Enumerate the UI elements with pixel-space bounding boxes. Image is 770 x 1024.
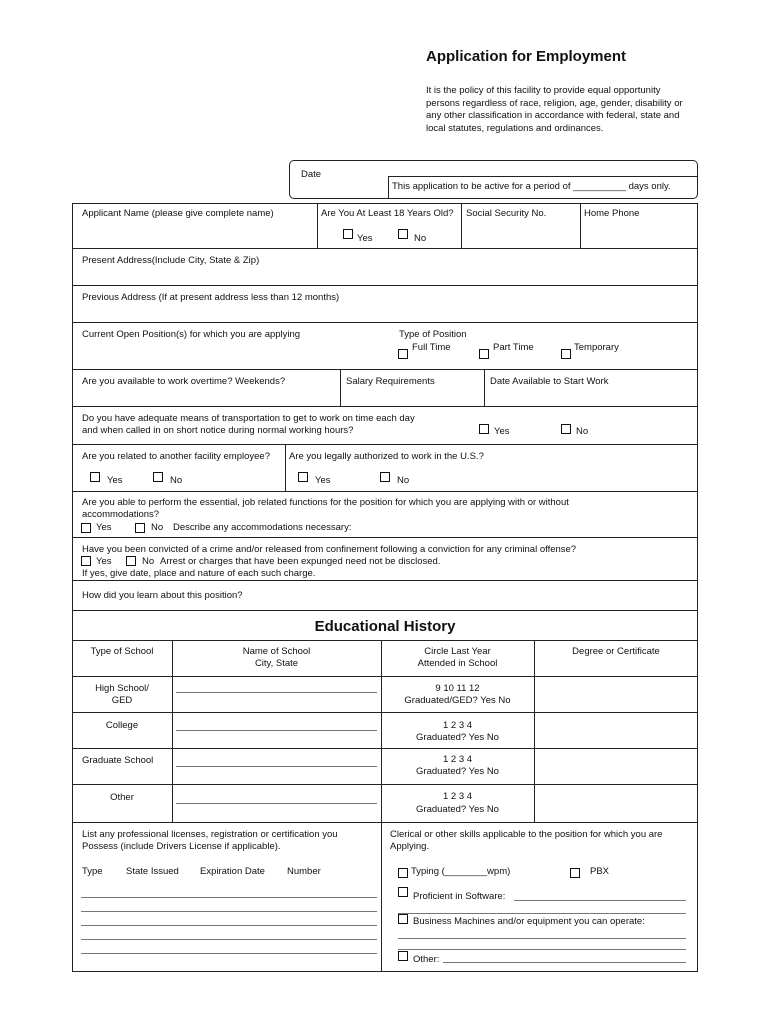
authorized-yes-label: Yes: [315, 475, 331, 486]
related-no-label: No: [170, 475, 183, 486]
machines-field-line[interactable]: [398, 949, 686, 950]
full-time-checkbox[interactable]: [398, 349, 408, 359]
license-expiration-label: Expiration Date: [200, 866, 265, 877]
conviction-question: Have you been convicted of a crime and/or released from confinement following a conviction for any criminal offense?: [82, 544, 577, 555]
edu-row-graduated[interactable]: Graduated? Yes No: [416, 732, 499, 743]
conviction-no-checkbox[interactable]: [126, 556, 136, 566]
page-title: Application for Employment: [426, 48, 627, 65]
other-skill-label: Other:: [413, 954, 440, 965]
other-skill-checkbox[interactable]: [398, 951, 408, 961]
skills-prompt-line1: Clerical or other skills applicable to the position for which you are: [390, 829, 663, 840]
edu-row-graduated[interactable]: Graduated/GED? Yes No: [404, 695, 511, 706]
other-skill-field[interactable]: [443, 962, 686, 963]
overtime-label: Are you available to work overtime? Weekends?: [82, 376, 286, 387]
full-time-label: Full Time: [412, 342, 451, 353]
typing-label: Typing (________wpm): [411, 866, 511, 877]
edu-row-type: Graduate School: [82, 755, 154, 766]
age-question-label: Are You At Least 18 Years Old?: [321, 208, 454, 219]
license-line[interactable]: [81, 911, 377, 912]
related-no-checkbox[interactable]: [153, 472, 163, 482]
software-label: Proficient in Software:: [413, 891, 506, 902]
transport-yes-checkbox[interactable]: [479, 424, 489, 434]
age-no-label: No: [414, 233, 427, 244]
col-type-of-school: Type of School: [90, 646, 154, 657]
transport-no-checkbox[interactable]: [561, 424, 571, 434]
position-type-label: Type of Position: [399, 329, 467, 340]
edu-row-type: College: [105, 720, 139, 731]
home-phone-label: Home Phone: [584, 208, 640, 219]
license-line[interactable]: [81, 953, 377, 954]
education-heading: Educational History: [314, 618, 456, 635]
software-field-line[interactable]: [398, 913, 686, 914]
transport-yes-label: Yes: [494, 426, 510, 437]
license-number-label: Number: [287, 866, 321, 877]
date-label: Date: [301, 169, 322, 180]
conviction-details-prompt: If yes, give date, place and nature of each such charge.: [82, 568, 316, 579]
edu-row-years[interactable]: 1 2 3 4: [442, 754, 473, 765]
essential-no-label: No: [151, 522, 164, 533]
edu-row-years[interactable]: 9 10 11 12: [435, 683, 480, 694]
licenses-prompt-line1: List any professional licenses, registration or certification you: [82, 829, 338, 840]
age-yes-label: Yes: [357, 233, 373, 244]
related-yes-label: Yes: [107, 475, 123, 486]
school-name-field[interactable]: [176, 730, 377, 731]
license-line[interactable]: [81, 939, 377, 940]
typing-checkbox[interactable]: [398, 868, 408, 878]
software-checkbox[interactable]: [398, 887, 408, 897]
edu-row-graduated[interactable]: Graduated? Yes No: [416, 804, 499, 815]
ssn-label: Social Security No.: [466, 208, 547, 219]
open-position-label: Current Open Position(s) for which you are applying: [82, 329, 301, 340]
transport-question-line2: and when called in on short notice during normal working hours?: [82, 425, 354, 436]
authorized-no-label: No: [397, 475, 410, 486]
col-attended-in-school: Attended in School: [417, 658, 498, 669]
edu-row-type: GED: [111, 695, 133, 706]
salary-label: Salary Requirements: [346, 376, 435, 387]
age-yes-checkbox[interactable]: [343, 229, 353, 239]
date-box: [289, 160, 698, 199]
school-name-field[interactable]: [176, 766, 377, 767]
applicant-name-label: Applicant Name (please give complete name): [82, 208, 274, 219]
age-no-checkbox[interactable]: [398, 229, 408, 239]
pbx-checkbox[interactable]: [570, 868, 580, 878]
essential-yes-checkbox[interactable]: [81, 523, 91, 533]
previous-address-label: Previous Address (If at present address less than 12 months): [82, 292, 340, 303]
business-machines-checkbox[interactable]: [398, 914, 408, 924]
active-period-text[interactable]: This application to be active for a period of __________ days only.: [392, 181, 671, 192]
license-state-label: State Issued: [126, 866, 179, 877]
essential-no-checkbox[interactable]: [135, 523, 145, 533]
application-form: [72, 203, 698, 972]
temporary-label: Temporary: [574, 342, 619, 353]
conviction-no-label: No: [142, 556, 155, 567]
equal-opportunity-policy: It is the policy of this facility to provide equal opportunity persons regardless of race, religion, age, gender, disability or any other classification in accordance with federal, state and local statutes, regulations and ordinances.: [426, 85, 683, 134]
conviction-yes-checkbox[interactable]: [81, 556, 91, 566]
business-machines-label: Business Machines and/or equipment you can operate:: [413, 916, 645, 927]
edu-row-years[interactable]: 1 2 3 4: [442, 720, 473, 731]
school-name-field[interactable]: [176, 692, 377, 693]
temporary-checkbox[interactable]: [561, 349, 571, 359]
edu-row-type: Other: [110, 792, 134, 803]
conviction-yes-label: Yes: [96, 556, 112, 567]
school-name-field[interactable]: [176, 803, 377, 804]
related-question: Are you related to another facility employee?: [82, 451, 270, 462]
present-address-label: Present Address(Include City, State & Zip): [82, 255, 260, 266]
license-type-label: Type: [82, 866, 103, 877]
essential-question-line1: Are you able to perform the essential, job related functions for the position for which you are applying with or without: [82, 497, 569, 508]
col-circle-last-year: Circle Last Year: [424, 646, 491, 657]
transport-question-line1: Do you have adequate means of transportation to get to work on time each day: [82, 413, 415, 424]
col-degree-certificate: Degree or Certificate: [572, 646, 660, 657]
edu-row-years[interactable]: 1 2 3 4: [442, 791, 473, 802]
learn-about-position-label: How did you learn about this position?: [82, 590, 243, 601]
license-line[interactable]: [81, 925, 377, 926]
col-name-of-school: Name of School: [242, 646, 311, 657]
authorized-yes-checkbox[interactable]: [298, 472, 308, 482]
skills-prompt-line2: Applying.: [390, 841, 430, 852]
authorized-question: Are you legally authorized to work in the U.S.?: [289, 451, 484, 462]
part-time-checkbox[interactable]: [479, 349, 489, 359]
start-date-label: Date Available to Start Work: [490, 376, 609, 387]
transport-no-label: No: [576, 426, 589, 437]
software-field[interactable]: [514, 900, 686, 901]
essential-yes-label: Yes: [96, 522, 112, 533]
expunged-note: Arrest or charges that have been expunged need not be disclosed.: [160, 556, 441, 567]
part-time-label: Part Time: [493, 342, 534, 353]
col-city-state: City, State: [254, 658, 299, 669]
license-line[interactable]: [81, 897, 377, 898]
authorized-no-checkbox[interactable]: [380, 472, 390, 482]
pbx-label: PBX: [590, 866, 610, 877]
licenses-prompt-line2: Possess (include Drivers License if applicable).: [82, 841, 281, 852]
edu-row-type: High School/: [95, 683, 149, 694]
essential-question-line2: accommodations?: [82, 509, 160, 520]
edu-row-graduated[interactable]: Graduated? Yes No: [416, 766, 499, 777]
accommodations-describe-label: Describe any accommodations necessary:: [173, 522, 352, 533]
machines-field-line[interactable]: [398, 938, 686, 939]
related-yes-checkbox[interactable]: [90, 472, 100, 482]
